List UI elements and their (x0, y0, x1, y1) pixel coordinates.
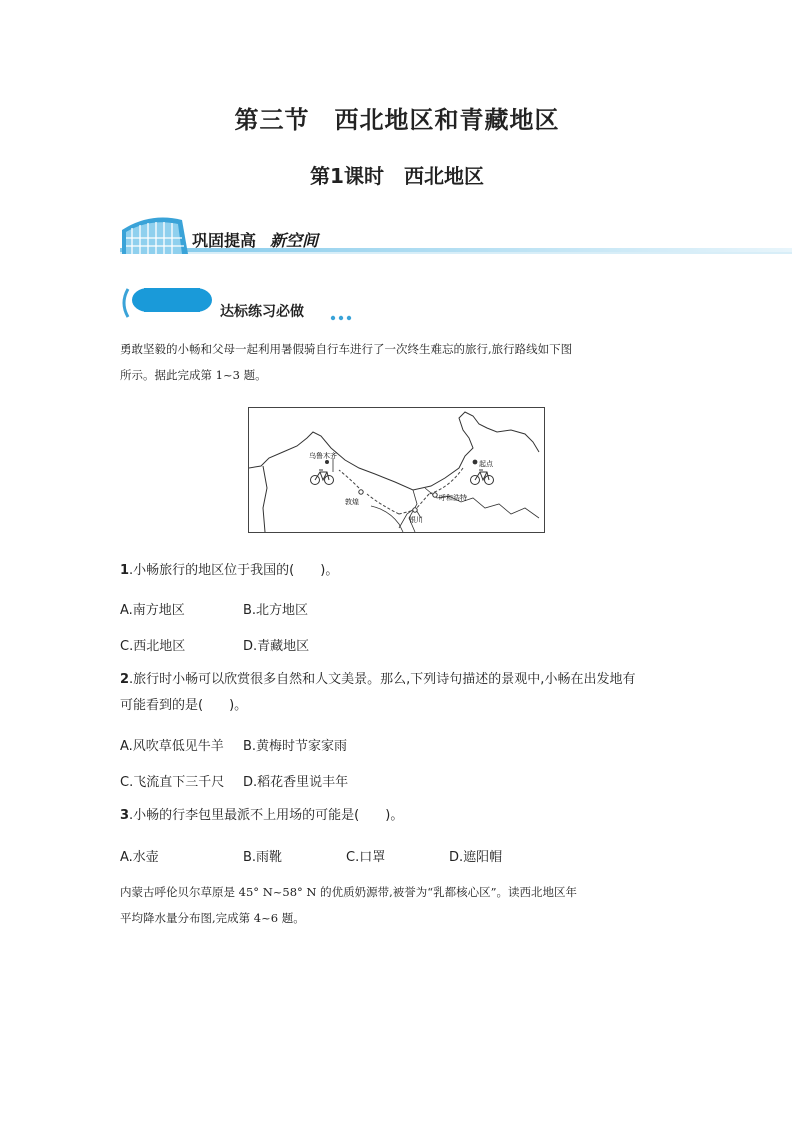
option-3b[interactable]: B.雨靴 (243, 850, 283, 865)
option-1b[interactable]: B.北方地区 (243, 603, 309, 618)
question-1-text: .小畅旅行的地区位于我国的( )。 (129, 563, 339, 578)
question-1-options-row-2 (120, 635, 309, 654)
intro-paragraph-1 (120, 336, 680, 388)
intro-1-line-1: 勇敢坚毅的小畅和父母一起利用暑假骑自行车进行了一次终生难忘的旅行,旅行路线如下图 (120, 342, 573, 356)
question-3-text: .小畅的行李包里最派不上用场的可能是( )。 (129, 808, 404, 823)
question-1-options-row-1 (120, 599, 308, 618)
option-3c[interactable]: C.口罩 (346, 850, 386, 865)
building-icon (122, 218, 188, 254)
intro-1-line-2: 所示。据此完成第 1~3 题。 (120, 368, 267, 382)
yinchuan-marker (413, 508, 417, 512)
urumqi-marker (325, 460, 329, 464)
bicycle-icon (311, 470, 334, 485)
option-2d[interactable]: D.稻花香里说丰年 (243, 775, 349, 790)
question-2-options-row-2 (120, 771, 348, 790)
intro-2-line-1: 内蒙古呼伦贝尔草原是 45° N~58° N 的优质奶源带,被誉为“乳都核心区”。读西北地区年 (120, 885, 578, 899)
option-2c[interactable]: C.飞流直下三千尺 (120, 775, 225, 790)
label-urumqi: 乌鲁木齐 (309, 452, 337, 460)
hohhot-marker (433, 493, 437, 497)
question-1 (120, 558, 680, 584)
question-2-number: 2 (120, 672, 130, 687)
bicycle-icon (471, 470, 494, 485)
label-start: 起点 (479, 460, 493, 468)
option-2b[interactable]: B.黄梅时节家家雨 (243, 739, 348, 754)
dunhuang-marker (359, 490, 363, 494)
question-1-number: 1 (120, 563, 130, 578)
question-3 (120, 803, 680, 829)
option-1c[interactable]: C.西北地区 (120, 639, 186, 654)
option-3a[interactable]: A.水壶 (120, 850, 159, 865)
question-2-text-2: 可能看到的是( )。 (120, 698, 248, 713)
section-title (192, 228, 318, 251)
start-marker (473, 460, 478, 465)
route-map (248, 407, 545, 533)
label-yinchuan: 银川 (409, 516, 423, 524)
question-3-number: 3 (120, 808, 130, 823)
option-1a[interactable]: A.南方地区 (120, 603, 185, 618)
question-3-options (120, 846, 502, 865)
option-2a[interactable]: A.风吹草低见牛羊 (120, 739, 224, 754)
question-2 (120, 667, 680, 719)
subheading: 达标练习必做 (220, 304, 304, 320)
question-2-text: .旅行时小畅可以欣赏很多自然和人文美景。那么,下列诗句描述的景观中,小畅在出发地有 (129, 672, 636, 687)
label-hohhot: 呼和浩特 (439, 494, 467, 502)
lesson-subtitle: 第1课时 西北地区 (310, 164, 484, 188)
question-2-options-row-1 (120, 735, 347, 754)
label-dunhuang: 敦煌 (345, 498, 359, 506)
page-title: 第三节 西北地区和青藏地区 (234, 106, 560, 134)
intro-paragraph-2 (120, 879, 680, 931)
option-3d[interactable]: D.遮阳帽 (449, 850, 503, 865)
section-label: 巩固提高 (192, 231, 257, 250)
border-line (249, 412, 539, 490)
section-label-2: 新空间 (270, 231, 319, 250)
option-1d[interactable]: D.青藏地区 (243, 639, 310, 654)
intro-2-line-2: 平均降水量分布图,完成第 4~6 题。 (120, 911, 305, 925)
